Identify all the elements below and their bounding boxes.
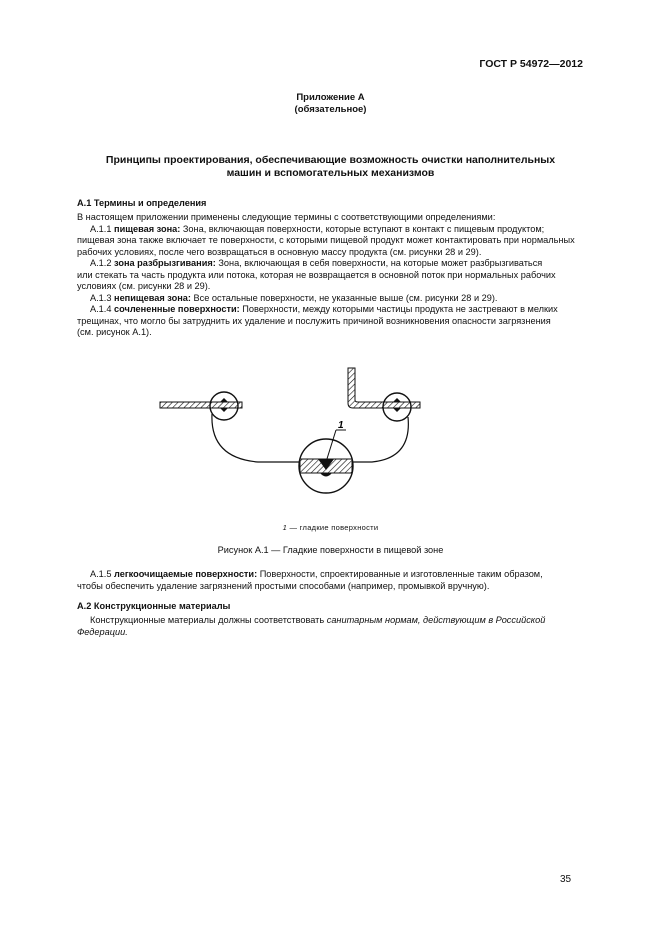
a2-text: Конструкционные материалы должны соответствовать <box>90 615 327 625</box>
term-number: А.1.4 <box>90 304 115 314</box>
term-definition: Все остальные поверхности, не указанные выше (см. рисунки 28 и 29). <box>190 292 498 303</box>
term-definition: Поверхности, между которыми частицы продукта не застревают в мелких <box>239 304 558 314</box>
figure-caption: Рисунок А.1 — Гладкие поверхности в пищевой зоне <box>217 545 444 555</box>
annex-main-title <box>60 154 601 180</box>
term-name: непищевая зона: <box>114 292 191 303</box>
term-name: зона разбрызгивания: <box>114 258 216 268</box>
legend-number: 1 <box>282 523 288 532</box>
term-a15 <box>77 569 585 592</box>
section-heading-a2: А.2 Конструкционные материалы <box>77 601 231 611</box>
term-a14-line3: (см. рисунок А.1). <box>77 327 152 337</box>
term-number: А.1.3 <box>90 292 115 303</box>
term-name: пищевая зона: <box>114 223 181 234</box>
term-a12-line2: или стекать та часть продукта или потока, которая не возвращается в основной поток при нормальных рабочих <box>77 269 556 280</box>
a2-line2 <box>64 627 585 639</box>
page-number: 35 <box>560 874 572 885</box>
term-number: А.1.5 <box>90 569 115 579</box>
term-a11-line3: рабочих условиях, после чего возвращаться в основную массу продукта (см. рисунки 28 и 29). <box>77 246 482 257</box>
term-a14-line2: трещинах, что могло бы затруднить их удаление и послужить причиной возникновения опасности загрязнения <box>77 315 551 326</box>
left-leader-curve <box>212 414 300 462</box>
term-a14-line1 <box>77 304 585 316</box>
term-a15-line1 <box>77 569 585 581</box>
term-a13-line1 <box>77 293 585 305</box>
title-line-1: Принципы проектирования, обеспечивающие возможность очистки наполнительных <box>105 154 556 166</box>
document-header: ГОСТ Р 54972—2012 <box>479 58 583 70</box>
term-definition: Поверхности, спроектированные и изготовленные таким образом, <box>257 569 543 579</box>
title-line-2: машин и вспомогательных механизмов <box>226 167 435 179</box>
intro-text: В настоящем приложении применены следующие термины с соответствующими определениями: <box>77 212 496 222</box>
term-definition: Зона, включающая в себя поверхности, на которые может разбрызгиваться <box>215 258 543 268</box>
a2-italic-text-2: Федерации. <box>77 626 128 637</box>
section-a1-body <box>77 212 585 339</box>
a2-line1 <box>77 615 585 627</box>
term-number: А.1.1 <box>90 223 115 234</box>
annex-status: (обязательное) <box>294 104 367 115</box>
callout-number: 1 <box>338 420 344 431</box>
a2-italic-text: санитарным нормам, действующим в Российской <box>326 615 546 625</box>
term-a15-line2: чтобы обеспечить удаление загрязнений простыми способами (например, промывкой вручную). <box>77 580 490 591</box>
term-name: легкоочищаемые поверхности: <box>114 569 258 579</box>
term-a12-line1 <box>77 258 585 270</box>
term-a11-line1 <box>77 224 585 236</box>
term-name: сочлененные поверхности: <box>114 304 240 314</box>
section-heading-a1: А.1 Термины и определения <box>77 198 207 208</box>
annex-title: Приложение А <box>296 92 365 103</box>
term-a11-line2: пищевая зона также включает те поверхности, с которыми пищевой продукт может контактировать при нормальных <box>77 235 575 245</box>
right-leader-curve <box>350 417 408 462</box>
figure-legend <box>0 523 661 532</box>
legend-text: — гладкие поверхности <box>287 523 379 532</box>
term-definition: Зона, включающая поверхности, которые вступают в контакт с пищевым продуктом; <box>180 223 545 234</box>
term-a12-line3: условиях (см. рисунки 28 и 29). <box>77 281 211 291</box>
term-number: А.1.2 <box>90 258 115 268</box>
annex-heading <box>0 92 661 116</box>
section-a2-body <box>77 615 585 638</box>
figure-smooth-surfaces <box>150 362 440 497</box>
